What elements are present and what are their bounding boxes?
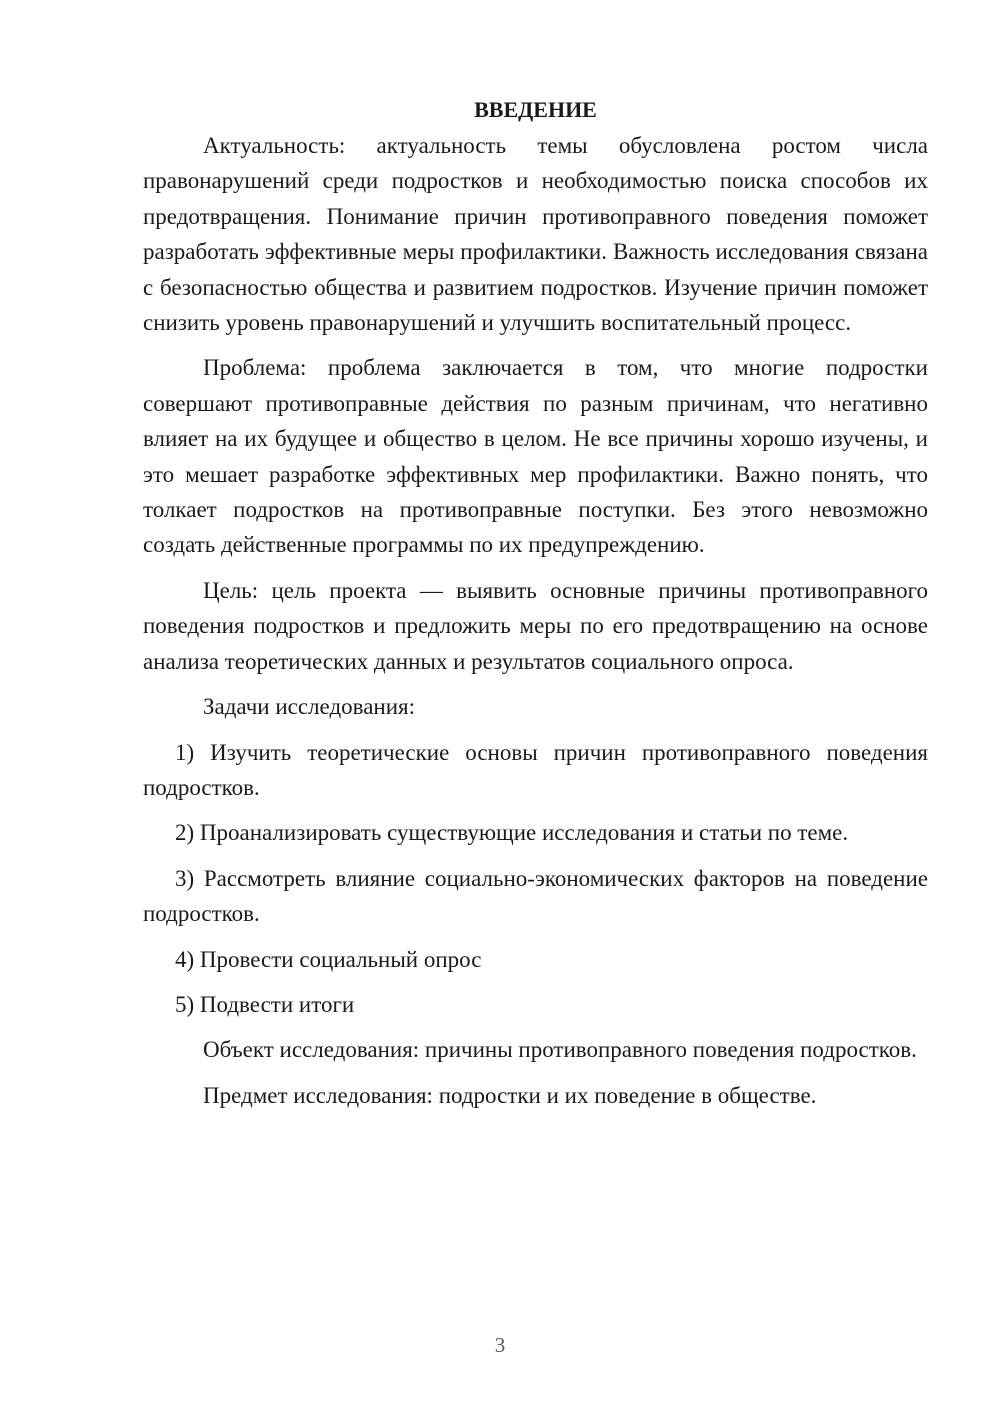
object-paragraph: Объект исследования: причины противоправного поведения подростков. <box>203 1037 917 1063</box>
problem-paragraph: Проблема: проблема заключается в том, что многие подростки совершают противоправные действия по разным причинам, что негативно влияет на их будущее и общество в целом. Не все причины хорошо изучены, и это мешает разработке эффективных мер профилактики. Важно понять, что толкает подростков на противоправные поступки. Без этого невозможно создать действенные программы по их предупреждению. <box>143 355 928 558</box>
task-item: 5) Подвести итоги <box>175 991 355 1017</box>
task-item: 4) Провести социальный опрос <box>175 946 482 972</box>
goal-paragraph: Цель: цель проекта — выявить основные причины противоправного поведения подростков и предложить меры по его предотвращению на основе анализа теоретических данных и результатов социального опроса. <box>143 577 928 674</box>
page-content <box>143 92 928 1113</box>
page-title: ВВЕДЕНИЕ <box>474 97 597 122</box>
tasks-heading: Задачи исследования: <box>203 694 416 720</box>
page-number: 3 <box>494 1333 506 1357</box>
subject-paragraph: Предмет исследования: подростки и их поведение в обществе. <box>203 1082 817 1108</box>
task-item: 1) Изучить теоретические основы причин противоправного поведения подростков. <box>143 739 928 800</box>
task-item: 3) Рассмотреть влияние социально-экономических факторов на поведение подростков. <box>143 865 928 927</box>
relevance-paragraph: Актуальность: актуальность темы обусловлена ростом числа правонарушений среди подростков и необходимостью поиска способов их предотвращения. Понимание причин противоправного поведения поможет разработать эффективные меры профилактики. Важность исследования связана с безопасностью общества и развитием подростков. Изучение причин поможет снизить уровень правонарушений и улучшить воспитательный процесс. <box>143 133 928 336</box>
task-item: 2) Проанализировать существующие исследования и статьи по теме. <box>175 820 849 846</box>
